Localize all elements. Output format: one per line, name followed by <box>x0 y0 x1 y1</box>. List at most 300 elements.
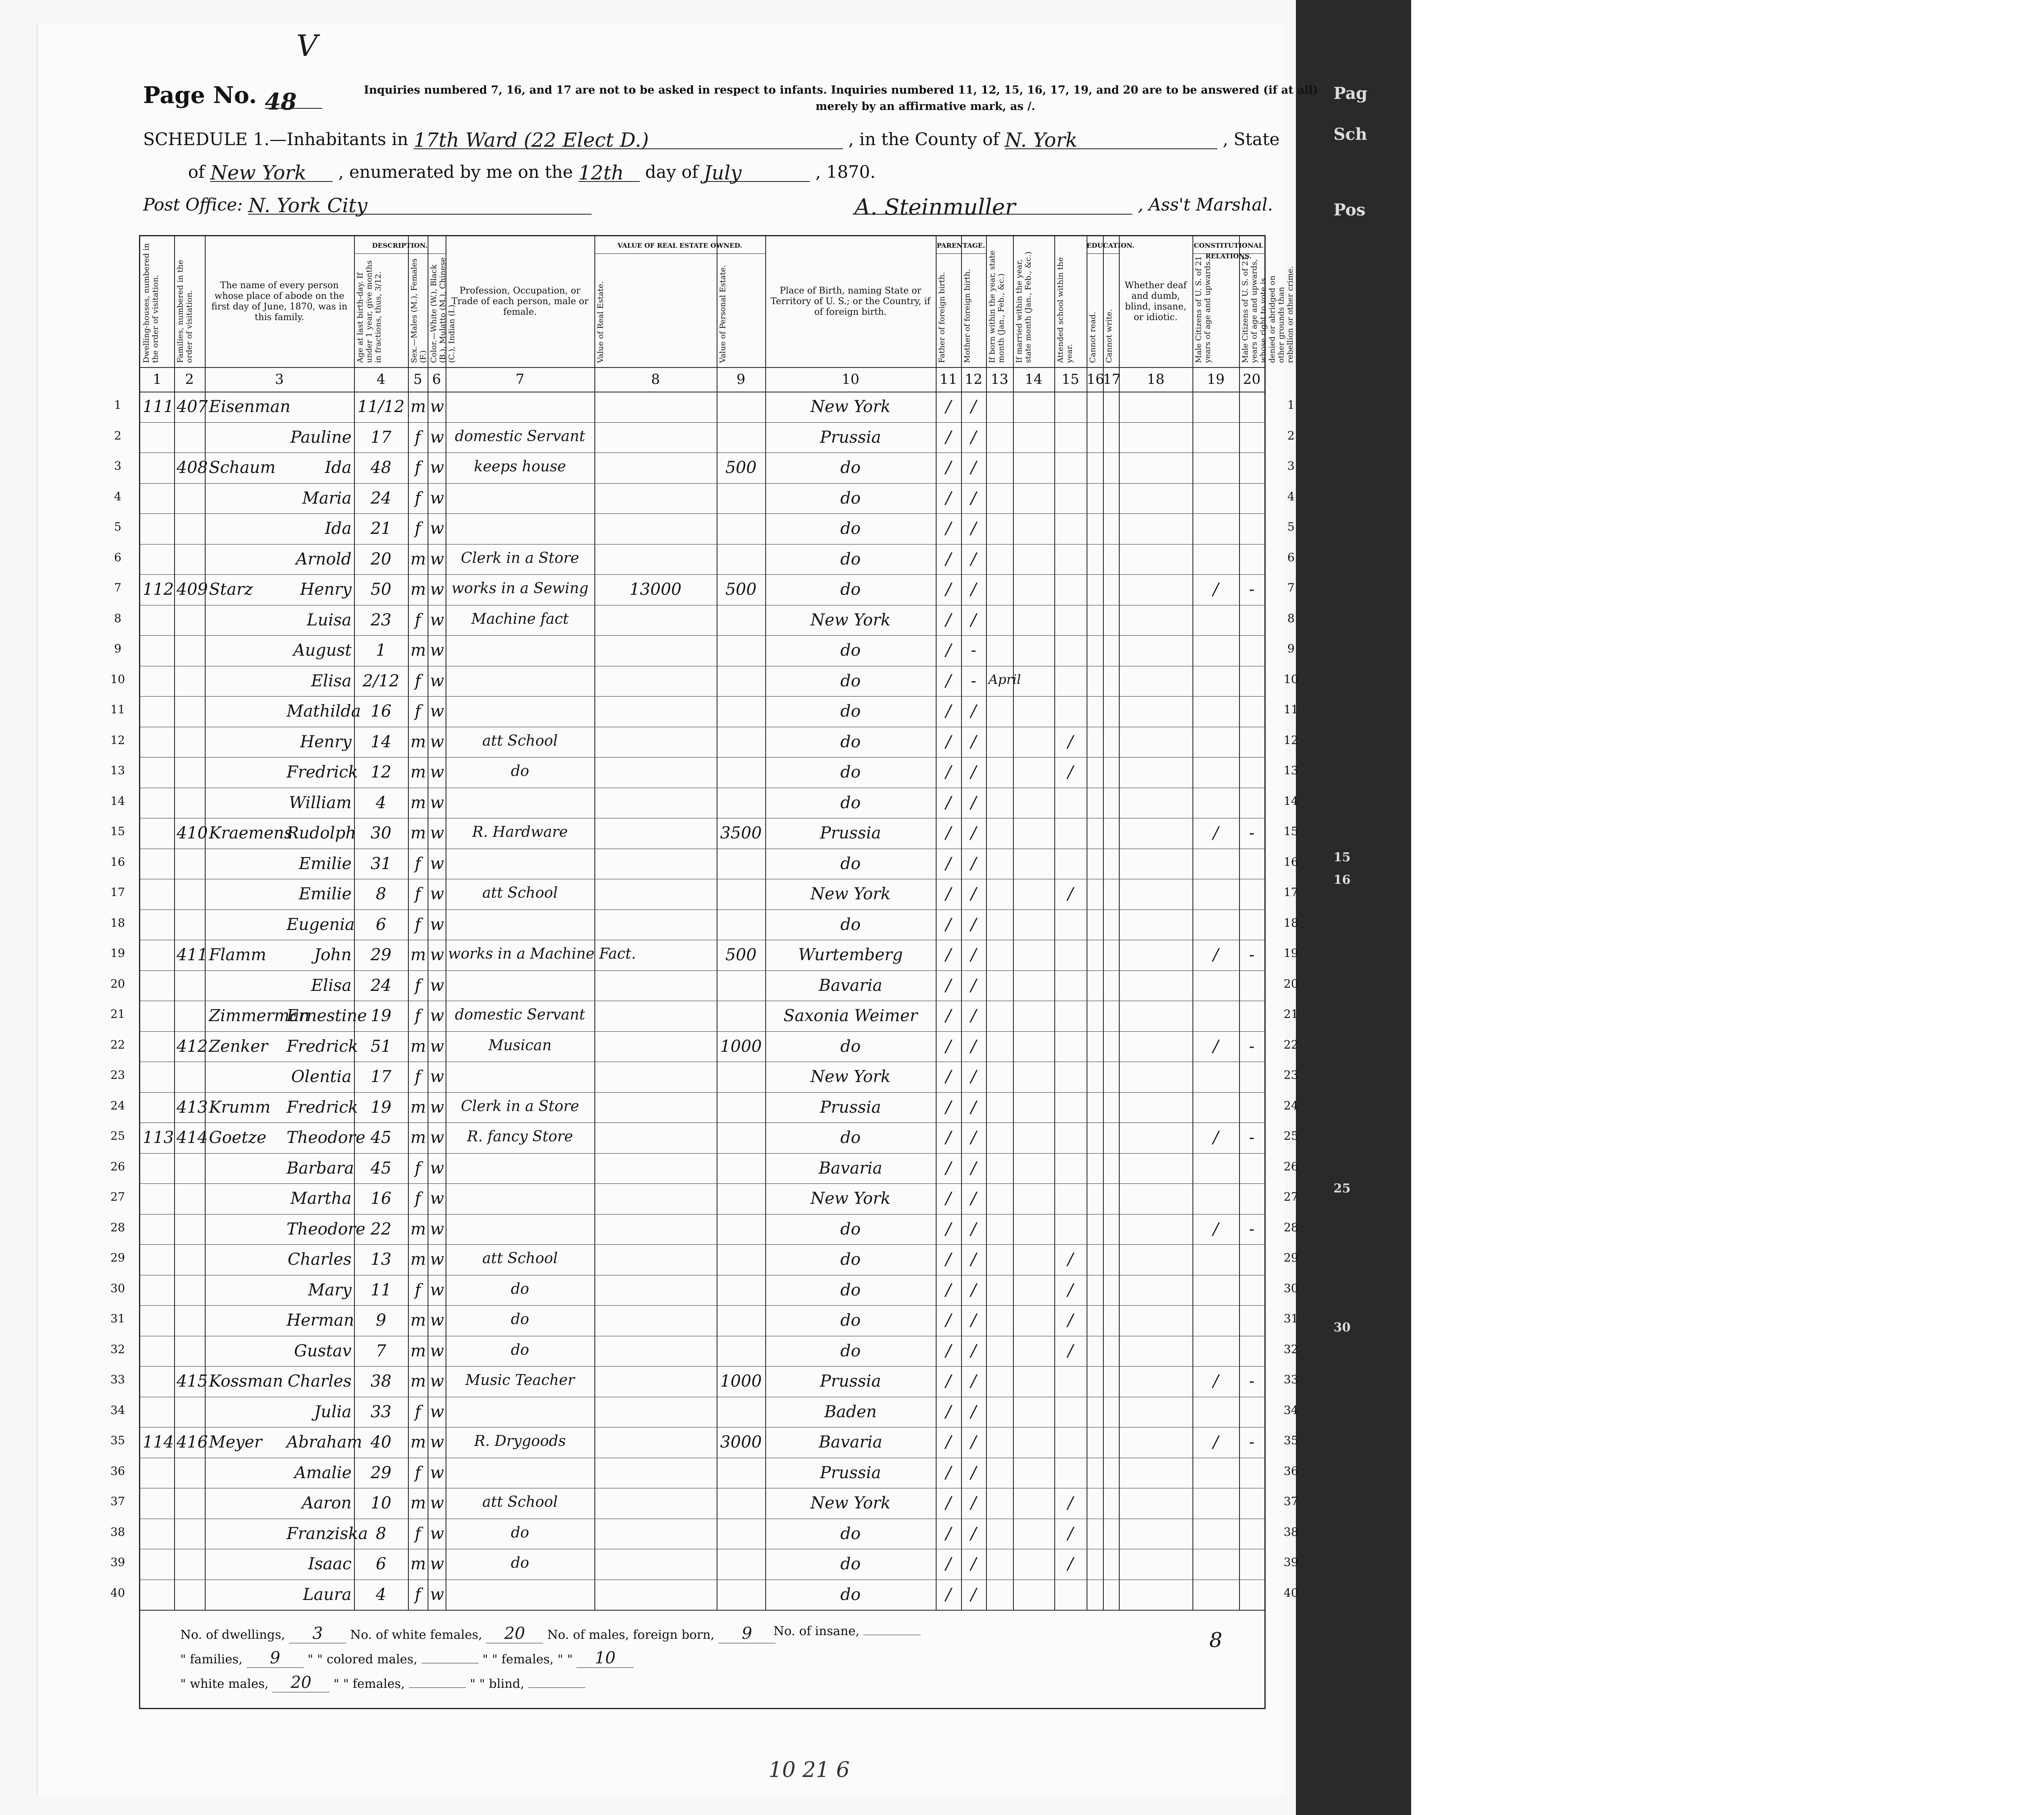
sex: m <box>410 763 426 782</box>
row-number-left: 27 <box>110 1190 125 1203</box>
row-number-right: 39 <box>1284 1555 1298 1569</box>
father-foreign: / <box>946 1463 951 1482</box>
column-header-c4: Age at last birth-day. If under 1 year, give months in fractions, thus, 3/12. <box>356 260 383 363</box>
mother-foreign: / <box>970 1219 977 1239</box>
father-foreign: / <box>946 671 951 690</box>
family-number: 409 <box>177 580 208 599</box>
age: 30 <box>370 824 392 843</box>
place-of-birth: do <box>840 671 861 690</box>
color: w <box>430 397 444 416</box>
place-of-birth: Bavaria <box>818 976 883 995</box>
column-rule <box>961 236 962 1610</box>
row-number-right: 28 <box>1284 1220 1298 1234</box>
age: 40 <box>370 1433 392 1452</box>
age: 1 <box>376 641 386 660</box>
row-number-left: 12 <box>110 733 125 747</box>
age: 17 <box>370 428 392 447</box>
age: 7 <box>376 1341 386 1360</box>
age: 19 <box>370 1098 392 1117</box>
color: w <box>430 519 444 538</box>
column-header-c12: Mother of foreign birth. <box>963 269 972 363</box>
personal-estate-value: 1000 <box>720 1372 762 1391</box>
row-number-right: 20 <box>1284 977 1298 990</box>
row-number-right: 10 <box>1284 672 1298 686</box>
color: w <box>430 793 444 812</box>
father-foreign: / <box>946 763 951 782</box>
column-number: 7 <box>515 371 524 388</box>
column-rule <box>408 236 409 1610</box>
mother-foreign: / <box>970 1433 977 1452</box>
occupation: works in a Sewing <box>451 580 589 597</box>
row-number-left: 14 <box>110 794 125 808</box>
females-foreign-label: " " females, " " <box>482 1652 573 1667</box>
male-citizen: / <box>1213 1037 1219 1056</box>
father-foreign: / <box>946 1098 951 1117</box>
sex: f <box>415 1463 421 1482</box>
tally-citizens: 8 <box>1209 1628 1222 1652</box>
row-rule <box>140 1366 1264 1367</box>
row-rule <box>140 1153 1264 1154</box>
mother-foreign: / <box>970 610 977 630</box>
age: 2/12 <box>363 671 399 690</box>
father-foreign: / <box>946 519 951 538</box>
father-foreign: / <box>946 824 951 843</box>
row-number-left: 29 <box>110 1251 125 1264</box>
father-foreign: / <box>946 428 951 447</box>
father-foreign: / <box>946 1189 951 1208</box>
row-number-right: 8 <box>1287 611 1295 625</box>
father-foreign: / <box>946 1585 951 1604</box>
row-rule <box>140 1305 1264 1306</box>
row-number-left: 34 <box>110 1403 125 1417</box>
mother-foreign: / <box>970 763 977 782</box>
sex: m <box>410 824 426 843</box>
male-citizen: / <box>1213 1128 1219 1147</box>
place-of-birth: New York <box>810 397 891 416</box>
given-name: Herman <box>287 1311 354 1330</box>
sex: f <box>415 519 421 538</box>
mother-foreign: / <box>970 1280 977 1300</box>
schedule-label: SCHEDULE 1.—Inhabitants in <box>143 129 408 149</box>
row-number-right: 36 <box>1284 1464 1298 1478</box>
given-name: Fredrick <box>287 763 358 782</box>
row-number-left: 6 <box>114 550 121 564</box>
marshal-label: , Ass't Marshal. <box>1138 195 1273 215</box>
age: 6 <box>376 915 386 934</box>
occupation: Musican <box>488 1037 552 1054</box>
row-number-right: 18 <box>1284 916 1298 930</box>
given-name: Aaron <box>302 1494 352 1512</box>
mother-foreign: / <box>970 1189 977 1208</box>
place-of-birth: do <box>840 854 861 873</box>
father-foreign: / <box>946 1311 951 1330</box>
given-name: Henry <box>300 732 352 751</box>
father-foreign: / <box>946 1372 951 1391</box>
occupation: R. Drygoods <box>474 1433 566 1450</box>
father-foreign: / <box>946 1341 951 1360</box>
place-of-birth: do <box>840 1341 861 1360</box>
age: 13 <box>370 1250 392 1269</box>
real-estate-value: 13000 <box>629 580 682 599</box>
row-rule <box>140 1183 1264 1184</box>
male-citizen: / <box>1213 824 1219 843</box>
given-name: Franziska <box>287 1524 368 1543</box>
given-name: Charles <box>287 1372 352 1391</box>
row-number-left: 24 <box>110 1098 125 1112</box>
column-header-c2: Families, numbered in the order of visitation. <box>176 260 194 363</box>
column-rule <box>174 236 175 1610</box>
row-rule <box>140 513 1264 514</box>
mother-foreign: / <box>970 580 977 599</box>
sex: m <box>410 1311 426 1330</box>
column-header-c11: Father of foreign birth. <box>937 272 946 363</box>
dwelling-number: 112 <box>143 580 174 599</box>
occupation: do <box>511 1555 529 1571</box>
row-number-left: 9 <box>114 642 121 655</box>
surname: Kraemens <box>209 824 293 843</box>
place-of-birth: Prussia <box>820 1372 881 1391</box>
given-name: Olentia <box>291 1067 352 1086</box>
row-number-left: 19 <box>110 946 125 960</box>
row-number-right: 1 <box>1287 398 1295 412</box>
occupation: domestic Servant <box>455 428 585 445</box>
tally-insane <box>773 1624 921 1638</box>
age: 21 <box>370 519 392 538</box>
row-number-left: 16 <box>110 855 125 869</box>
given-name: Fredrick <box>287 1098 358 1117</box>
attended-school: / <box>1067 1494 1074 1512</box>
age: 11 <box>370 1280 392 1300</box>
females-foreign-count: 10 <box>576 1649 634 1668</box>
attended-school: / <box>1067 732 1074 751</box>
given-name: Elisa <box>311 976 352 995</box>
color: w <box>430 1555 444 1573</box>
given-name: Arnold <box>296 549 352 569</box>
place-of-birth: do <box>840 732 861 751</box>
row-number-right: 30 <box>1284 1281 1298 1295</box>
place-of-birth: do <box>840 1219 861 1239</box>
color: w <box>430 1402 444 1421</box>
column-number: 8 <box>651 371 660 388</box>
group-header-rule <box>1192 253 1264 254</box>
given-name: Luisa <box>307 610 352 630</box>
blind-label: " " blind, <box>470 1677 524 1691</box>
families-count: 9 <box>247 1649 304 1668</box>
given-name: Abraham <box>287 1433 362 1452</box>
enumerated-label: , enumerated by me on the <box>338 162 573 182</box>
attended-school: / <box>1067 1555 1074 1573</box>
place-of-birth: Prussia <box>820 824 881 843</box>
sex: m <box>410 641 426 660</box>
attended-school: / <box>1067 885 1074 903</box>
column-header-c10: Place of Birth, naming State or Territory of U. S.; or the Country, if of foreign birth. <box>771 286 930 317</box>
sex: f <box>415 915 421 934</box>
place-of-birth: New York <box>810 1189 891 1208</box>
vote-denied: - <box>1249 1372 1255 1391</box>
real-estate-group-header: VALUE OF REAL ESTATE OWNED. <box>617 242 742 249</box>
father-foreign: / <box>946 610 951 630</box>
age: 31 <box>370 854 392 873</box>
column-header-c7: Profession, Occupation, or Trade of each person, male or female. <box>451 286 589 317</box>
personal-estate-value: 500 <box>725 580 757 599</box>
row-number-left: 25 <box>110 1129 125 1143</box>
age: 9 <box>376 1311 386 1330</box>
adjacent-page <box>1296 0 1411 1815</box>
row-number-right: 17 <box>1284 885 1298 899</box>
group-header-rule <box>354 253 446 254</box>
row-number-left: 8 <box>114 611 121 625</box>
sex: f <box>415 702 421 721</box>
age: 29 <box>370 1463 392 1482</box>
column-number: 19 <box>1207 371 1225 388</box>
row-number-right: 4 <box>1287 489 1295 503</box>
place-of-birth: do <box>840 1128 861 1147</box>
occupation: att School <box>482 732 558 749</box>
post-office-field: N. York City <box>248 194 592 215</box>
description-group-header: DESCRIPTION. <box>372 242 428 249</box>
father-foreign: / <box>946 1158 951 1178</box>
county-field: N. York <box>1005 129 1217 149</box>
age: 10 <box>370 1494 392 1512</box>
father-foreign: / <box>946 702 951 721</box>
personal-estate-value: 500 <box>725 458 757 477</box>
age: 20 <box>370 549 392 569</box>
row-number-left: 31 <box>110 1312 125 1325</box>
row-number-right: 6 <box>1287 550 1295 564</box>
row-number-right: 38 <box>1284 1525 1298 1539</box>
dwelling-number: 113 <box>143 1128 174 1147</box>
place-of-birth: do <box>840 458 861 477</box>
father-foreign: / <box>946 641 951 660</box>
mother-foreign: / <box>970 1098 977 1117</box>
color: w <box>430 1280 444 1300</box>
mother-foreign: / <box>970 1463 977 1482</box>
place-of-birth: do <box>840 580 861 599</box>
column-rule <box>1013 236 1014 1610</box>
white-males-count: 20 <box>272 1673 329 1692</box>
sex: m <box>410 1433 426 1452</box>
row-number-left: 35 <box>110 1434 125 1447</box>
place-of-birth: Prussia <box>820 428 881 447</box>
father-foreign: / <box>946 1555 951 1573</box>
given-name: Charles <box>287 1250 352 1269</box>
age: 8 <box>376 1524 386 1543</box>
mother-foreign: / <box>970 1555 977 1573</box>
given-name: Eugenia <box>287 915 355 934</box>
column-number: 5 <box>413 371 422 388</box>
age: 51 <box>370 1037 392 1056</box>
row-number-right: 22 <box>1284 1037 1298 1051</box>
father-foreign: / <box>946 1524 951 1543</box>
row-number-right: 32 <box>1284 1342 1298 1356</box>
neighbor-row-label: 15 <box>1334 850 1351 865</box>
row-number-left: 26 <box>110 1159 125 1173</box>
column-header-c1: Dwelling-houses, numbered in the order of visitation. <box>142 243 160 363</box>
mother-foreign: / <box>970 885 977 903</box>
column-number: 13 <box>991 371 1009 388</box>
place-of-birth: do <box>840 915 861 934</box>
row-number-right: 15 <box>1284 825 1298 838</box>
month-field: July <box>704 161 810 182</box>
column-number: 2 <box>185 371 194 388</box>
age: 4 <box>376 793 386 812</box>
occupation: R. Hardware <box>472 824 568 840</box>
color: w <box>430 1494 444 1512</box>
column-header-c9: Value of Personal Estate. <box>718 264 727 363</box>
row-number-left: 7 <box>114 581 121 594</box>
row-rule <box>140 1031 1264 1032</box>
father-foreign: / <box>946 1433 951 1452</box>
row-number-right: 7 <box>1287 581 1295 594</box>
father-foreign: / <box>946 915 951 934</box>
age: 22 <box>370 1219 392 1239</box>
family-number: 407 <box>177 397 208 416</box>
white-females-count: 20 <box>486 1624 543 1643</box>
age: 14 <box>370 732 392 751</box>
row-number-left: 20 <box>110 977 125 990</box>
column-rule <box>1239 236 1240 1610</box>
dwellings-count: 3 <box>289 1624 346 1643</box>
census-table <box>110 235 1298 1709</box>
place-of-birth: Prussia <box>820 1463 881 1482</box>
row-number-left: 15 <box>110 825 125 838</box>
vote-denied: - <box>1249 1433 1255 1452</box>
surname: Zenker <box>209 1037 268 1056</box>
column-number: 3 <box>275 371 284 388</box>
males-foreign-count: 9 <box>718 1624 775 1643</box>
given-name: Maria <box>302 488 352 508</box>
group-header-rule <box>594 253 765 254</box>
place-of-birth: do <box>840 763 861 782</box>
vote-denied: - <box>1249 1219 1255 1239</box>
family-number: 416 <box>177 1433 208 1452</box>
personal-estate-value: 500 <box>725 946 757 964</box>
age: 19 <box>370 1006 392 1025</box>
surname: Flamm <box>209 946 267 964</box>
mother-foreign: / <box>970 946 977 964</box>
given-name: Elisa <box>311 671 352 690</box>
row-number-left: 36 <box>110 1464 125 1478</box>
age: 23 <box>370 610 392 630</box>
row-number-left: 5 <box>114 520 121 533</box>
father-foreign: / <box>946 976 951 995</box>
mother-foreign: / <box>970 458 977 477</box>
marshal-signature: A. Steinmuller <box>854 194 1132 215</box>
sex: m <box>410 1341 426 1360</box>
father-foreign: / <box>946 1128 951 1147</box>
place-of-birth: do <box>840 793 861 812</box>
row-number-left: 11 <box>110 703 125 716</box>
given-name: Theodore <box>287 1128 365 1147</box>
blind-count <box>528 1687 585 1688</box>
mother-foreign: / <box>970 428 977 447</box>
sex: m <box>410 946 426 964</box>
instruction-line-1: Inquiries numbered 7, 16, and 17 are not to be asked in respect to infants. Inquiries numbered 11, 12, 15, 16, 17, 19, and 20 are to be answered (if at all) <box>364 84 1318 96</box>
occupation: R. fancy Store <box>467 1128 573 1145</box>
place-of-birth: New York <box>810 885 891 903</box>
age: 17 <box>370 1067 392 1086</box>
white-females-label: No. of white females, <box>350 1628 482 1642</box>
sex: m <box>410 1098 426 1117</box>
column-number: 12 <box>964 371 983 388</box>
mother-foreign: / <box>970 549 977 569</box>
colored-females-label: " " females, <box>333 1677 405 1691</box>
sex: m <box>410 1037 426 1056</box>
column-header-c19: Male Citizens of U. S. of 21 years of age and upwards. <box>1194 256 1212 363</box>
mother-foreign: / <box>970 519 977 538</box>
column-header-c15: Attended school within the year. <box>1056 257 1074 363</box>
occupation: do <box>511 1311 529 1328</box>
column-rule <box>205 236 206 1610</box>
mother-foreign: / <box>970 824 977 843</box>
sex: f <box>415 1158 421 1178</box>
colored-females-count <box>409 1687 466 1688</box>
sex: f <box>415 671 421 690</box>
age: 33 <box>370 1402 392 1421</box>
row-number-left: 4 <box>114 489 121 503</box>
male-citizen: / <box>1213 1433 1219 1452</box>
sex: m <box>410 1555 426 1573</box>
sex: m <box>410 793 426 812</box>
of-label: of <box>188 162 205 182</box>
sex: m <box>410 549 426 569</box>
row-rule <box>140 696 1264 697</box>
given-name: Pauline <box>290 428 352 447</box>
family-number: 408 <box>177 458 208 477</box>
occupation: att School <box>482 1250 558 1267</box>
mother-foreign: / <box>970 1067 977 1086</box>
column-header-c16: Cannot read. <box>1088 311 1097 363</box>
mother-foreign: - <box>970 641 977 660</box>
row-number-right: 5 <box>1287 520 1295 533</box>
color: w <box>430 610 444 630</box>
sex: m <box>410 1494 426 1512</box>
occupation: keeps house <box>474 458 566 475</box>
page-number: 48 <box>265 88 322 109</box>
father-foreign: / <box>946 732 951 751</box>
row-number-right: 27 <box>1284 1190 1298 1203</box>
sex: f <box>415 1067 421 1086</box>
place-of-birth: do <box>840 1311 861 1330</box>
surname: Kossman <box>209 1372 283 1391</box>
age: 24 <box>370 976 392 995</box>
father-foreign: / <box>946 1280 951 1300</box>
surname: Zimmerman <box>209 1006 310 1025</box>
age: 16 <box>370 702 392 721</box>
place-of-birth: do <box>840 1555 861 1573</box>
place-of-birth: do <box>840 1524 861 1543</box>
column-rule <box>765 236 766 1610</box>
year-label: , 1870. <box>815 162 876 182</box>
male-citizen: / <box>1213 580 1219 599</box>
family-number: 414 <box>177 1128 208 1147</box>
color: w <box>430 1128 444 1147</box>
family-number: 412 <box>177 1037 208 1056</box>
white-males-label: " white males, <box>180 1677 269 1691</box>
color: w <box>430 488 444 508</box>
attended-school: / <box>1067 1250 1074 1269</box>
row-rule <box>140 1092 1264 1093</box>
color: w <box>430 976 444 995</box>
mother-foreign: / <box>970 915 977 934</box>
color: w <box>430 732 444 751</box>
mother-foreign: / <box>970 1372 977 1391</box>
father-foreign: / <box>946 458 951 477</box>
column-number: 18 <box>1147 371 1165 388</box>
mother-foreign: / <box>970 1494 977 1512</box>
color: w <box>430 1311 444 1330</box>
row-number-right: 31 <box>1284 1312 1298 1325</box>
